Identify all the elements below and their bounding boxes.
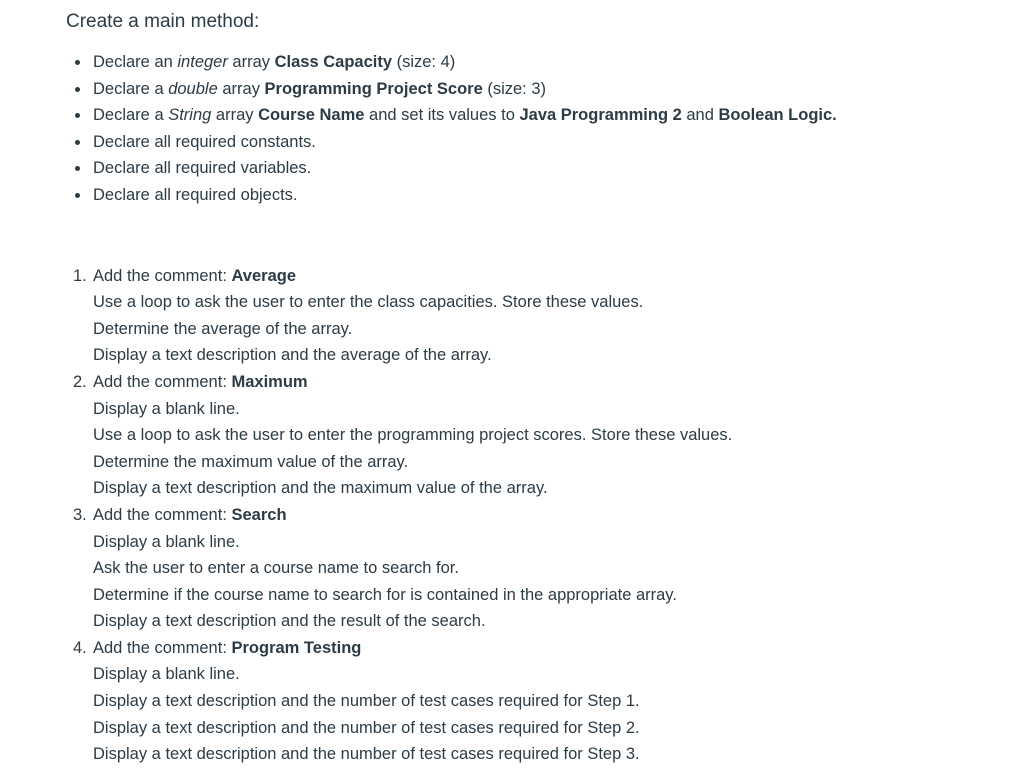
declarations-list <box>66 49 1006 209</box>
item-name: Class Capacity <box>274 53 393 71</box>
item-type: String <box>168 106 212 125</box>
list-item <box>66 76 1006 103</box>
step-line: Use a loop to ask the user to enter the programming project scores. Store these values. <box>93 426 733 445</box>
step-line: Display a text description and the average of the array. <box>93 346 492 365</box>
item-name: Course Name <box>258 106 365 125</box>
step-line: Determine if the course name to search for is contained in the appropriate array. <box>93 585 677 604</box>
step-line: Determine the average of the array. <box>93 319 353 338</box>
step-number: 4. <box>73 638 87 657</box>
step-item <box>66 263 1006 369</box>
list-item: Declare all required variables. <box>66 155 1006 182</box>
item-text: Declare a <box>93 79 169 98</box>
step-comment: Search <box>231 505 287 524</box>
list-item: Declare all required objects. <box>66 182 1006 209</box>
step-number: 2. <box>73 372 87 391</box>
item-text: array <box>217 79 265 98</box>
item-type: integer <box>177 53 228 71</box>
step-line: Display a text description and the result of the search. <box>93 612 486 631</box>
step-line: Display a text description and the number of test cases required for Step 2. <box>93 718 640 737</box>
step-line: Display a blank line. <box>93 665 240 684</box>
step-prefix: Add the comment: <box>93 372 232 391</box>
step-item <box>66 369 1006 502</box>
step-item <box>66 635 1006 768</box>
step-line: Ask the user to enter a course name to search for. <box>93 559 459 578</box>
item-text: (size: 4) <box>392 53 456 71</box>
item-text: array <box>211 106 259 125</box>
step-number: 3. <box>73 505 87 524</box>
item-text: array <box>227 53 275 71</box>
step-line: Display a blank line. <box>93 532 240 551</box>
item-value: Boolean Logic. <box>718 106 837 125</box>
step-item <box>66 502 1006 635</box>
step-line: Display a text description and the maximum value of the array. <box>93 479 548 498</box>
item-name: Programming Project Score <box>264 79 483 98</box>
item-text: (size: 3) <box>482 79 547 98</box>
step-number: 1. <box>73 266 87 285</box>
item-text: and <box>681 106 719 125</box>
item-text: and set its values to <box>364 106 520 125</box>
steps-list <box>66 263 1006 768</box>
step-comment: Maximum <box>231 372 308 391</box>
step-line: Use a loop to ask the user to enter the class capacities. Store these values. <box>93 293 644 312</box>
item-value: Java Programming 2 <box>519 106 682 125</box>
step-line: Display a text description and the number of test cases required for Step 1. <box>93 692 640 711</box>
item-text: Declare an <box>93 53 178 71</box>
step-comment: Average <box>231 266 297 285</box>
step-prefix: Add the comment: <box>93 505 232 524</box>
list-item: Declare all required constants. <box>66 129 1006 156</box>
step-line: Display a text description and the number of test cases required for Step 3. <box>93 745 640 764</box>
item-type: double <box>168 79 218 98</box>
assignment-content <box>66 8 1006 768</box>
step-prefix: Add the comment: <box>93 638 232 657</box>
page-heading: Create a main method: <box>66 11 260 32</box>
step-prefix: Add the comment: <box>93 266 232 285</box>
list-item <box>66 102 1006 129</box>
step-line: Display a blank line. <box>93 399 240 418</box>
step-line: Determine the maximum value of the array. <box>93 452 409 471</box>
list-item <box>66 49 1006 76</box>
step-comment: Program Testing <box>231 638 362 657</box>
item-text: Declare a <box>93 106 169 125</box>
